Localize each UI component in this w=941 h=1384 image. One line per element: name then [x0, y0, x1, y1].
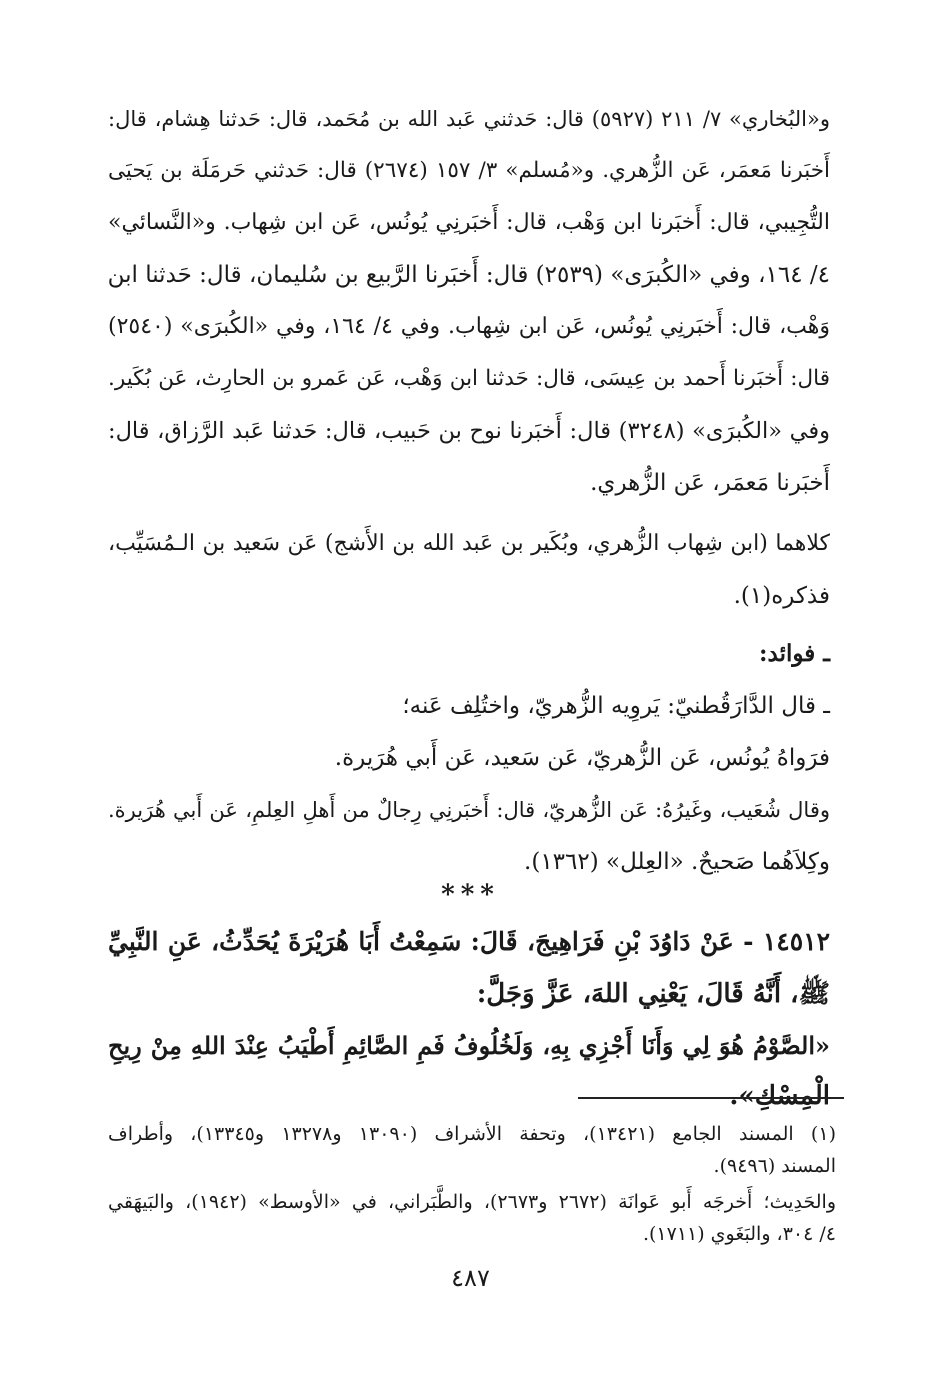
- section-separator: ***: [441, 880, 500, 910]
- text-line: أَخبَرنا مَعمَر، عَن الزُّهري. و«مُسلم» ٣/ ١٥٧ (٢٦٧٤) قال: حَدثني حَرمَلَة بن يَحيَى: [108, 158, 831, 183]
- footnote-divider: [578, 1097, 844, 1099]
- text-line: قال: أَخبَرنا أَحمد بن عِيسَى، قال: حَدثنا ابن وَهْب، عَن عَمرو بن الحارِث، عَن بُكَير.: [108, 366, 830, 391]
- footnote-line: والحَدِيث؛ أَخرجَه أَبو عَوانَة (٢٦٧٢ و٢٦٧٣)، والطَّبَراني، في «الأوسط» (١٩٤٢)، والبَيهَقي: [108, 1191, 836, 1213]
- footnote-line: المسند (٩٤٩٦).: [713, 1155, 836, 1177]
- text-line: التُّجِيبي، قال: أَخبَرنا ابن وَهْب، قال: أَخبَرنِي يُونُس، عَن ابن شِهاب. و«النَّسائي»: [108, 210, 830, 235]
- hadith-line: ﷺ، أَنَّهُ قَالَ، يَعْنِي اللهَ، عَزَّ وَجَلَّ:: [476, 979, 830, 1009]
- text-line: وفي «الكُبرَى» (٣٢٤٨) قال: أَخبَرنا نوح بن حَبيب، قال: حَدثنا عَبد الرَّزاق، قال:: [108, 418, 830, 444]
- text-line: وَهْب، قال: أَخبَرنِي يُونُس، عَن ابن شِهاب. وفي ٤/ ١٦٤، وفي «الكُبرَى» (٢٥٤٠): [108, 314, 830, 339]
- benefit-line: فرَواهُ يُونُس، عَن الزُّهريّ، عَن سَعيد، عَن أَبي هُرَيرة.: [334, 745, 830, 771]
- hadith-line: ١٤٥١٢ - عَنْ دَاوُدَ بْنِ فَرَاهِيجَ، قَالَ: سَمِعْتُ أَبَا هُرَيْرَةَ يُحَدِّثُ، عَنِ النَّبِيِّ: [108, 927, 830, 956]
- text-line: فذكره(١).: [733, 583, 830, 609]
- benefit-line: وقال شُعَيب، وغَيرُهُ: عَن الزُّهريّ، قال: أَخبَرنِي رِجالٌ من أَهلِ العِلمِ، عَن أَبي هُرَيرة.: [108, 798, 830, 822]
- hadith-line: الْمِسْكِ».: [729, 1081, 830, 1111]
- benefit-line: وكِلاَهُما صَحيحٌ. «العِلل» (١٣٦٢).: [524, 849, 830, 875]
- text-line: أَخبَرنا مَعمَر، عَن الزُّهري.: [590, 470, 830, 496]
- text-line: و«البُخاري» ٧/ ٢١١ (٥٩٢٧) قال: حَدثني عَبد الله بن مُحَمد، قال: حَدثنا هِشام، قال:: [108, 107, 830, 131]
- benefits-heading: ـ فوائد:: [759, 640, 830, 667]
- footnote-line: ٤/ ٣٠٤، والبَغَوي (١٧١١).: [642, 1223, 836, 1245]
- hadith-line: «الصَّوْمُ هُوَ لِي وَأَنَا أَجْزِي بِهِ، وَلَخُلُوفُ فَمِ الصَّائِمِ أَطْيَبُ عِنْدَ اللهِ مِنْ رِيحِ: [108, 1031, 830, 1060]
- footnote-line: (١) المسند الجامع (١٣٤٢١)، وتحفة الأشراف (١٣٠٩٠ و١٣٢٧٨ و١٣٣٤٥)، وأطراف: [108, 1123, 836, 1145]
- page-number: ٤٨٧: [451, 1264, 490, 1292]
- benefit-line: ـ قال الدَّارَقُطنيّ: يَروِيه الزُّهريّ، واختُلِف عَنه؛: [402, 693, 830, 719]
- text-line: كلاهما (ابن شِهاب الزُّهري، وبُكَير بن عَبد الله بن الأَشج) عَن سَعيد بن الـمُسَيِّب،: [108, 531, 830, 556]
- text-line: ٤/ ١٦٤، وفي «الكُبرَى» (٢٥٣٩) قال: أَخبَرنا الرَّبيع بن سُليمان، قال: حَدثنا ابن: [107, 262, 830, 288]
